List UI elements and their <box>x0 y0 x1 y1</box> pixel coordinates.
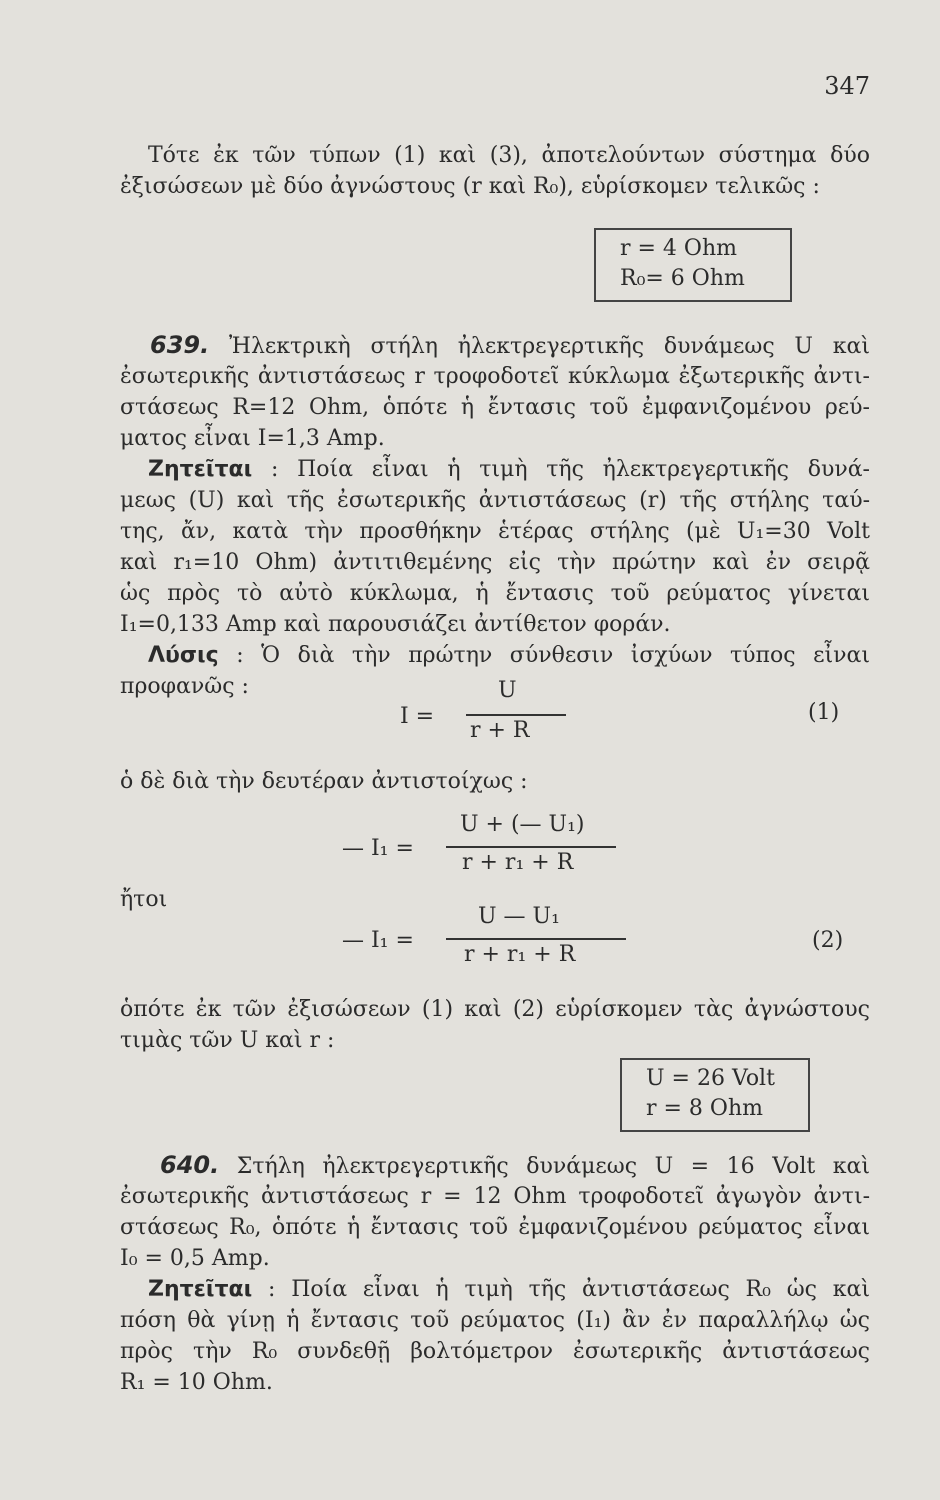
eq1-denominator: r + R <box>470 718 530 743</box>
itoi-word: ἤτοι <box>120 887 168 912</box>
p640-text-1: Στήλη ἠλεκτρεγερτικῆς δυνάμεως U = 16 Volt καὶ <box>236 1154 870 1179</box>
p640-zitetai-line-2: πόση θὰ γίνῃ ἡ ἔντασις τοῦ ρεύματος (I₁) ἂν ἐν παραλλήλῳ ὡς <box>120 1308 870 1333</box>
eq2a-denominator: r + r₁ + R <box>462 850 574 875</box>
equation-2b <box>342 904 642 984</box>
result-r: r = 4 Ohm <box>620 236 737 261</box>
eq1-lhs: I = <box>400 704 435 729</box>
p639-lysis-text-1: : Ὁ διὰ τὴν πρώτην σύνθεσιν ἰσχύων τύπος εἶναι <box>236 643 871 668</box>
p639-line-3: στάσεως R=12 Ohm, ὁπότε ἡ ἔντασις τοῦ ἐμφανιζομένου ρεύ- <box>120 395 870 420</box>
p639-after-line-1: ὁπότε ἐκ τῶν ἐξισώσεων (1) καὶ (2) εὑρίσκομεν τὰς ἀγνώστους <box>120 997 870 1022</box>
eq2a-lhs: — I₁ = <box>342 836 414 861</box>
eq2b-lhs: — I₁ = <box>342 928 414 953</box>
result-box-2 <box>620 1058 810 1132</box>
equation-2a <box>342 812 642 892</box>
eq2-number: (2) <box>812 928 844 953</box>
eq2b-denominator: r + r₁ + R <box>464 942 576 967</box>
p639-after-line-2: τιμὰς τῶν U καὶ r : <box>120 1028 335 1053</box>
eq2a-fraction-bar <box>446 846 616 848</box>
p640-line-1 <box>160 1150 870 1182</box>
result-U: U = 26 Volt <box>646 1066 775 1091</box>
result-box-1 <box>594 228 792 302</box>
p639-line-1 <box>150 330 870 362</box>
p640-line-3: στάσεως R₀, ὁπότε ἡ ἔντασις τοῦ ἐμφανιζομένου ρεύματος εἶναι <box>120 1215 870 1240</box>
p639-zitetai-line-5: ὡς πρὸς τὸ αὐτὸ κύκλωμα, ἡ ἔντασις τοῦ ρεύματος γίνεται <box>120 581 870 606</box>
result-r-2: r = 8 Ohm <box>646 1096 763 1121</box>
p639-lysis-line-1 <box>148 640 870 671</box>
problem-number-639: 639. <box>150 331 210 359</box>
eq1-number: (1) <box>808 700 840 725</box>
eq1-numerator: U <box>498 678 517 703</box>
eq2b-numerator: U — U₁ <box>478 904 560 929</box>
p639-zitetai-line-1 <box>148 454 870 485</box>
p639-zitetai-line-3: της, ἄν, κατὰ τὴν προσθήκην ἑτέρας στήλης (μὲ U₁=30 Volt <box>120 519 870 544</box>
intro-line-2: ἐξισώσεων μὲ δύο ἀγνώστους (r καὶ R₀), εὑρίσκομεν τελικῶς : <box>120 174 820 199</box>
eq1-fraction-bar <box>466 714 566 716</box>
p639-zitetai-text-1: : Ποία εἶναι ἡ τιμὴ τῆς ἠλεκτρεγερτικῆς δυνά- <box>270 457 870 482</box>
lysis-label: Λύσις <box>148 643 219 668</box>
zitetai-label: Ζητεῖται <box>148 457 253 482</box>
p639-text-1: Ἠλεκτρικὴ στήλη ἠλεκτρεγερτικῆς δυνάμεως U καὶ <box>229 334 870 359</box>
page-number: 347 <box>824 72 870 100</box>
p640-zitetai-line-1 <box>148 1274 870 1305</box>
p639-mid-line: ὁ δὲ διὰ τὴν δευτέραν ἀντιστοίχως : <box>120 769 528 794</box>
zitetai-label-640: Ζητεῖται <box>148 1277 253 1302</box>
p639-zitetai-line-6: I₁=0,133 Amp καὶ παρουσιάζει ἀντίθετον φοράν. <box>120 612 671 637</box>
p640-line-2: ἐσωτερικῆς ἀντιστάσεως r = 12 Ohm τροφοδοτεῖ ἀγωγὸν ἀντι- <box>120 1184 870 1209</box>
p639-zitetai-line-4: καὶ r₁=10 Ohm) ἀντιτιθεμένης εἰς τὴν πρώτην καὶ ἐν σειρᾷ <box>120 550 870 575</box>
p639-zitetai-line-2: μεως (U) καὶ τῆς ἐσωτερικῆς ἀντιστάσεως (r) τῆς στήλης ταύ- <box>120 488 870 513</box>
intro-line-1: Τότε ἐκ τῶν τύπων (1) καὶ (3), ἀποτελούντων σύστημα δύο <box>148 143 870 168</box>
problem-number-640: 640. <box>160 1151 220 1179</box>
p640-zitetai-text-1: : Ποία εἶναι ἡ τιμὴ τῆς ἀντιστάσεως R₀ ὡς καὶ <box>268 1277 870 1302</box>
p639-lysis-line-2: προφανῶς : <box>120 674 249 699</box>
p639-line-2: ἐσωτερικῆς ἀντιστάσεως r τροφοδοτεῖ κύκλωμα ἐξωτερικῆς ἀντι- <box>120 364 870 389</box>
result-r0: R₀= 6 Ohm <box>620 266 745 291</box>
p640-zitetai-line-3: πρὸς τὴν R₀ συνδεθῇ βολτόμετρον ἐσωτερικῆς ἀντιστάσεως <box>120 1339 870 1364</box>
p640-line-4: I₀ = 0,5 Amp. <box>120 1246 270 1271</box>
eq2b-fraction-bar <box>446 938 626 940</box>
p639-line-4: ματος εἶναι I=1,3 Amp. <box>120 426 385 451</box>
eq2a-numerator: U + (— U₁) <box>460 812 585 837</box>
equation-1 <box>400 678 600 758</box>
p640-zitetai-line-4: R₁ = 10 Ohm. <box>120 1370 273 1395</box>
